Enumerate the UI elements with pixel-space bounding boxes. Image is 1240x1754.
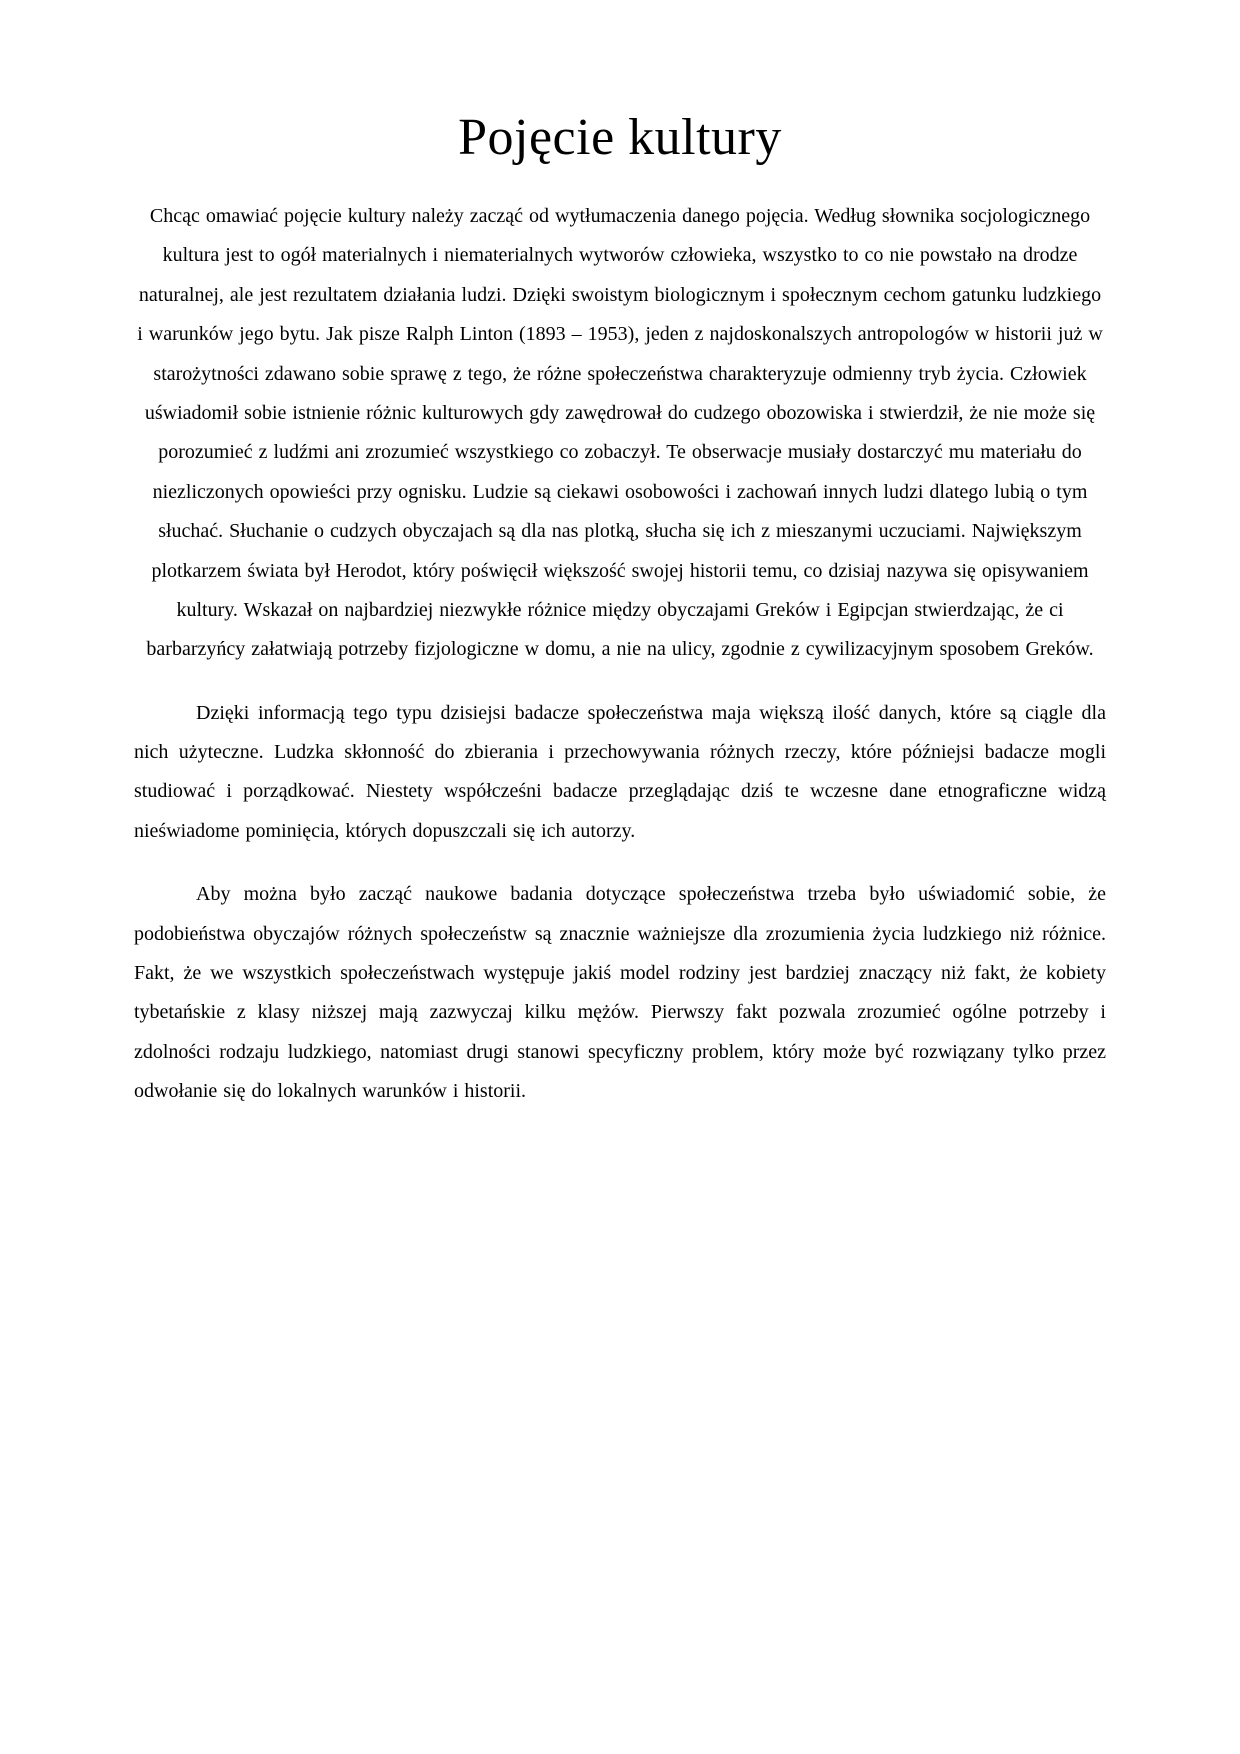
paragraph-badania-naukowe: Aby można było zacząć naukowe badania dotyczące społeczeństwa trzeba było uświadomić sobie, że podobieństwa obyczajów różnych społeczeństw są znacznie ważniejsze dla zrozumienia życia ludzkiego niż różnice. Fakt, że we wszystkich społeczeństwach występuje jakiś model rodziny jest bardziej znaczący niż fakt, że kobiety tybetańskie z klasy niższej mają zazwyczaj kilku mężów. Pierwszy fakt pozwala zrozumieć ogólne potrzeby i zdolności rodzaju ludzkiego, natomiast drugi stanowi specyficzny problem, który może być rozwiązany tylko przez odwołanie się do lokalnych warunków i historii.: [134, 883, 1106, 1103]
paragraph-intro: Chcąc omawiać pojęcie kultury należy zacząć od wytłumaczenia danego pojęcia. Według słownika socjologicznego kultura jest to ogół materialnych i niematerialnych wytworów człowieka, wszystko to co nie powstało na drodze naturalnej, ale jest rezultatem działania ludzi. Dzięki swoistym biologicznym i społecznym cechom gatunku ludzkiego i warunków jego bytu. Jak pisze Ralph Linton (1893 – 1953), jeden z najdoskonalszych antropologów w historii już w starożytności zdawano sobie sprawę z tego, że różne społeczeństwa charakteryzuje odmienny tryb życia. Człowiek uświadomił sobie istnienie różnic kulturowych gdy zawędrował do cudzego obozowiska i stwierdził, że nie może się porozumieć z ludźmi ani zrozumieć wszystkiego co zobaczył. Te obserwacje musiały dostarczyć mu materiału do niezliczonych opowieści przy ognisku. Ludzie są ciekawi osobowości i zachowań innych ludzi dlatego lubią o tym słuchać. Słuchanie o cudzych obyczajach są dla nas plotką, słucha się ich z mieszanymi uczuciami. Największym plotkarzem świata był Herodot, który poświęcił większość swojej historii temu, co dzisiaj nazywa się opisywaniem kultury. Wskazał on najbardziej niezwykłe różnice między obyczajami Greków i Egipcjan stwierdzając, że ci barbarzyńcy załatwiają potrzeby fizjologiczne w domu, a nie na ulicy, zgodnie z cywilizacyjnym sposobem Greków.: [137, 205, 1103, 661]
paragraph-badacze: Dzięki informacją tego typu dzisiejsi badacze społeczeństwa maja większą ilość danych, które są ciągle dla nich użyteczne. Ludzka skłonność do zbierania i przechowywania różnych rzeczy, które późniejsi badacze mogli studiować i porządkować. Niestety współcześni badacze przeglądając dziś te wczesne dane etnograficzne widzą nieświadome pominięcia, których dopuszczali się ich autorzy.: [134, 701, 1106, 842]
page-title: Pojęcie kultury: [458, 109, 782, 166]
